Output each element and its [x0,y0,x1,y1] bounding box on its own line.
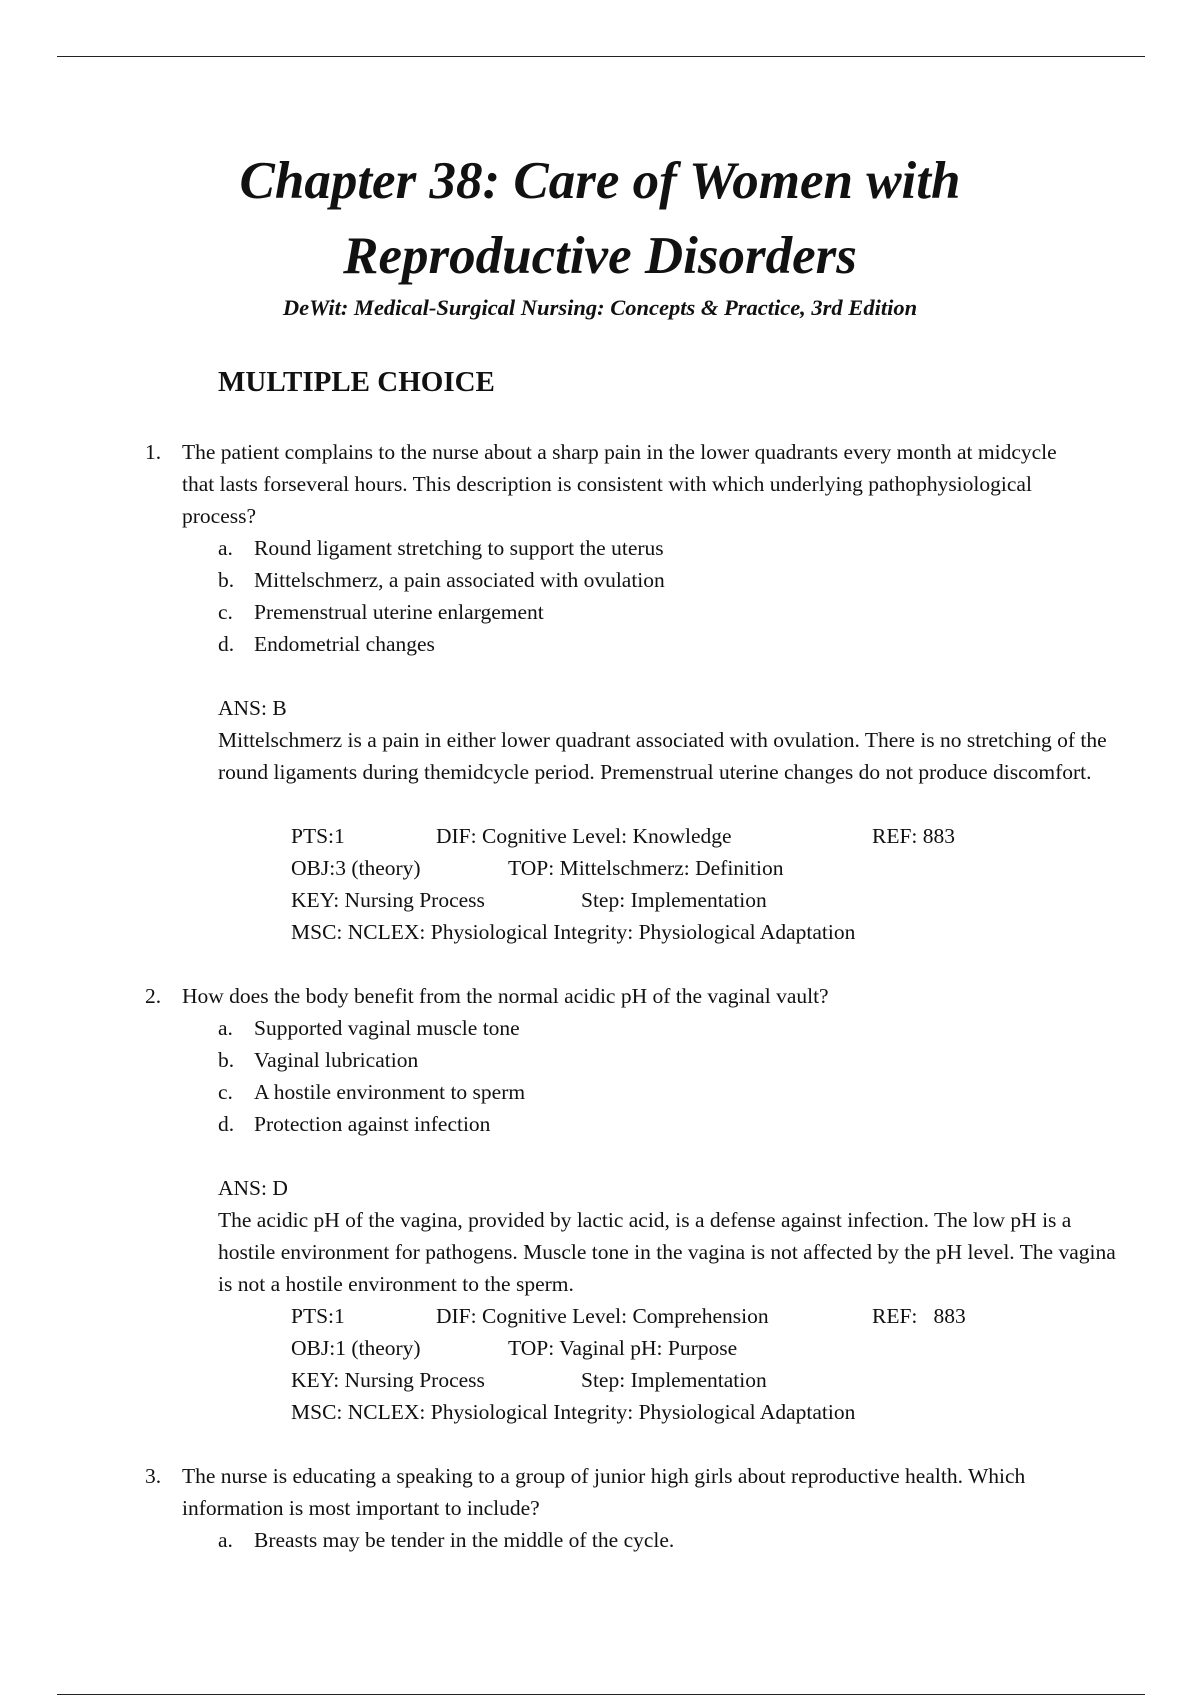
question-text: The nurse is educating a speaking to a group of junior high girls about reproductive health. Which information is most important to include? [182,1464,1026,1520]
meta-topic: TOP: Mittelschmerz: Definition [508,856,784,880]
option-text: Endometrial changes [254,632,435,656]
question-number: 2. [145,984,162,1008]
meta-key: KEY: Nursing Process [291,888,485,912]
option-letter: b. [218,568,235,592]
meta-key: KEY: Nursing Process [291,1368,485,1392]
chapter-title [0,144,1200,294]
section-heading: MULTIPLE CHOICE [218,366,495,398]
meta-dif: DIF: Cognitive Level: Knowledge [436,824,732,848]
option-letter: a. [218,536,233,560]
option-d [218,628,1058,660]
option-text: Protection against infection [254,1112,491,1136]
option-letter: d. [218,632,235,656]
meta-obj: OBJ:3 (theory) [291,856,421,880]
option-b [218,1044,1058,1076]
meta-pts: PTS:1 [291,1304,345,1328]
answer-key: ANS: D [218,1176,288,1200]
option-d [218,1108,1058,1140]
meta-dif: DIF: Cognitive Level: Comprehension [436,1304,769,1328]
option-text: Premenstrual uterine enlargement [254,600,544,624]
question-number: 1. [145,440,162,464]
meta-ref: REF: 883 [872,1304,966,1328]
option-a [218,532,1058,564]
top-rule [57,56,1145,57]
meta-pts: PTS:1 [291,824,345,848]
option-letter: c. [218,1080,233,1104]
meta-obj: OBJ:1 (theory) [291,1336,421,1360]
option-a [218,1524,1058,1556]
meta-topic: TOP: Vaginal pH: Purpose [508,1336,738,1360]
meta-msc: MSC: NCLEX: Physiological Integrity: Physiological Adaptation [291,920,856,944]
option-text: Mittelschmerz, a pain associated with ovulation [254,568,665,592]
rationale: Mittelschmerz is a pain in either lower quadrant associated with ovulation. There is no stretching of the round ligaments during themidcycle period. Premenstrual uterine changes do not produce discomfort. [218,728,1107,784]
chapter-title-line-2: Reproductive Disorders [343,227,857,285]
question-text: How does the body benefit from the normal acidic pH of the vaginal vault? [182,984,829,1008]
chapter-title-line-1: Chapter 38: Care of Women with [239,152,961,210]
option-c [218,596,1058,628]
option-letter: a. [218,1016,233,1040]
option-letter: a. [218,1528,233,1552]
answer-key: ANS: B [218,696,287,720]
meta-msc: MSC: NCLEX: Physiological Integrity: Physiological Adaptation [291,1400,856,1424]
option-letter: b. [218,1048,235,1072]
option-letter: c. [218,600,233,624]
meta-step: Step: Implementation [581,888,767,912]
option-text: Supported vaginal muscle tone [254,1016,520,1040]
option-text: Vaginal lubrication [254,1048,419,1072]
book-subtitle: DeWit: Medical-Surgical Nursing: Concepts & Practice, 3rd Edition [282,295,918,320]
meta-step: Step: Implementation [581,1368,767,1392]
option-text: A hostile environment to sperm [254,1080,526,1104]
question-text: The patient complains to the nurse about a sharp pain in the lower quadrants every month at midcycle that lasts forseveral hours. This description is consistent with which underlying pathophysiological process? [182,440,1057,528]
option-c [218,1076,1058,1108]
rationale: The acidic pH of the vagina, provided by lactic acid, is a defense against infection. The low pH is a hostile environment for pathogens. Muscle tone in the vagina is not affected by the pH level. The vagina is not a hostile environment to the sperm. [218,1208,1116,1296]
option-letter: d. [218,1112,235,1136]
option-text: Round ligament stretching to support the uterus [254,536,664,560]
option-text: Breasts may be tender in the middle of the cycle. [254,1528,675,1552]
question-number: 3. [145,1464,162,1488]
option-a [218,1012,1058,1044]
meta-ref: REF: 883 [872,824,956,848]
option-b [218,564,1058,596]
bottom-rule [57,1694,1145,1695]
